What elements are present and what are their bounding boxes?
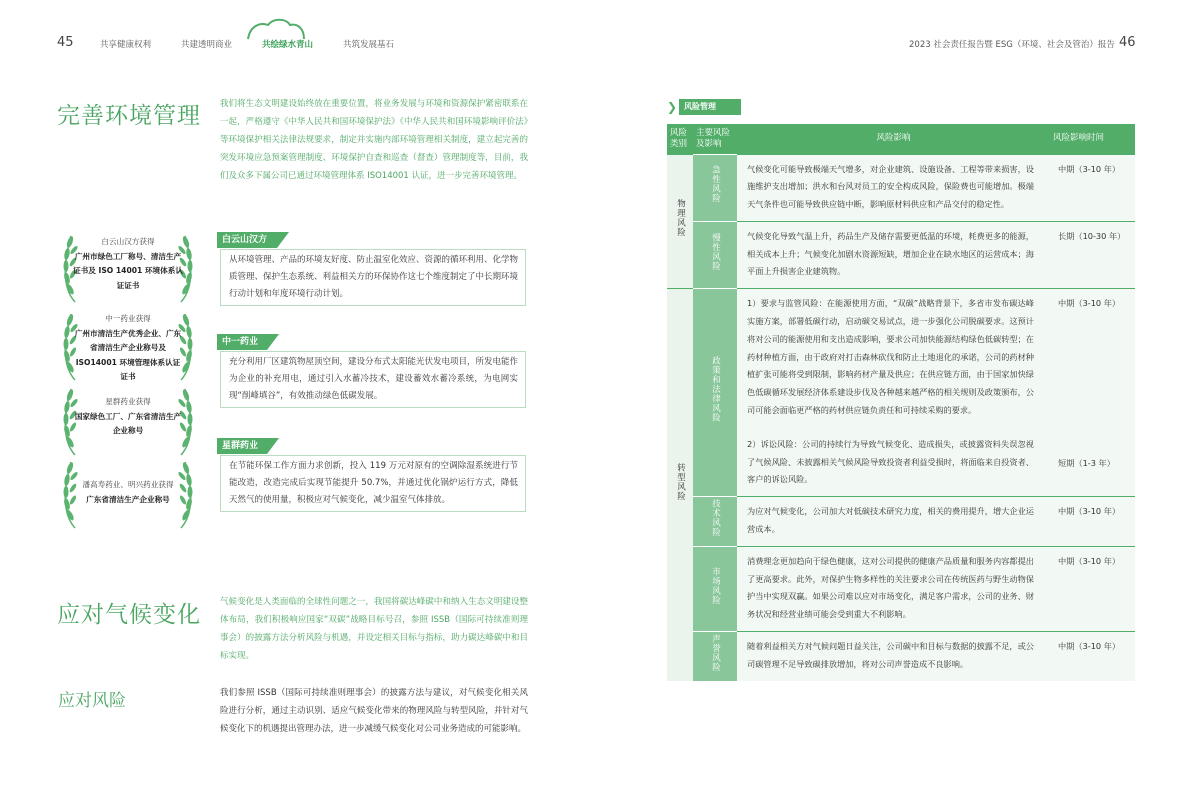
impact-cell (737, 546, 1050, 631)
case-tag: 白云山汉方 (217, 232, 277, 248)
climate-intro: 气候变化是人类面临的全球性问题之一，我国将碳达峰碳中和纳入生态文明建设整体布局，我们积极响应国家“双碳”战略目标号召，参照 ISSB（国际可持续准则理事会）的披露方法分析风险与机遇，并设定相关目标与指标，助力碳达峰碳中和目标实现。 (220, 597, 528, 661)
env-intro: 我们将生态文明建设始终放在重要位置，将业务发展与环境和资源保护紧密联系在一起，严格遵守《中华人民共和国环境保护法》《中华人民共和国环境影响评价法》等环境保护相关法律法规要求，制定并实施内部环境管理相关制度，建立起完善的突发环境应急预案管理制度、环境保护自查和巡查（督查）管理制度等，目前，我们及众多下属公司已通过环境管理体系 ISO14001 认证，进一步完善环境管理。 (220, 99, 528, 181)
nav-item-green[interactable]: 共绘绿水青山 (262, 40, 314, 50)
case-text: 在节能环保工作方面力求创新，投入 119 万元对原有的空调除湿系统进行节能改造，改造完成后实现节能提升 50.7%，并通过优化锅炉运行方式，降低天然气的使用量，积极应对气候变化，减少温室气体排放。 (220, 455, 526, 512)
table-header-row (667, 124, 1135, 154)
risk-mgmt-label: 风险管理 (679, 99, 741, 115)
table-row (667, 546, 1135, 631)
award-honor: 广州市绿色工厂称号、清洁生产证书及 ISO 14001 环境体系认证证书 (73, 251, 183, 290)
type-label: 技术风险 (710, 499, 721, 538)
header-category: 风险类别 (667, 124, 693, 154)
type-cell (693, 546, 737, 631)
impact-text: 气候变化导致气温上升，药品生产及储存需要更低温的环境，耗费更多的能源，相关成本上升；气候变化加剧水资源短缺，增加企业在缺水地区的运营成本；海平面上升损害企业建筑物。 (747, 230, 1034, 277)
impact-cell (737, 154, 1050, 221)
table-row (667, 221, 1135, 288)
period-text: 中期（3-10 年） (1058, 555, 1121, 566)
impact-text: 气候变化可能导致极端天气增多，对企业建筑、设施设备、工程等带来损害，设施维护支出增加；洪水和台风对员工的安全构成风险，保险费也可能增加。极端天气条件也可能导致供应链中断，影响原材料供应和产品交付的稳定性。 (747, 163, 1034, 210)
type-label: 急性风险 (710, 165, 721, 204)
period-cell (1050, 154, 1135, 221)
period-cell (1050, 497, 1135, 547)
type-cell (693, 497, 737, 547)
type-label: 声誉风险 (710, 633, 721, 672)
impact-cell (737, 289, 1050, 497)
type-cell (693, 154, 737, 221)
cloud-arch-icon (246, 18, 306, 40)
type-cell (693, 221, 737, 288)
award-item (58, 310, 198, 385)
impact-text: 随着利益相关方对气候问题日益关注，公司碳中和目标与数据的披露不足，或公司碳管理不足导致碳排放增加，将对公司声誉造成不良影响。 (747, 641, 1034, 669)
case-tag: 中一药业 (217, 334, 267, 350)
risk-table (667, 124, 1135, 681)
award-company: 中一药业获得 (105, 314, 151, 323)
period-text: 短期（1-3 年） (1058, 458, 1115, 469)
table-row (667, 154, 1135, 221)
period-text: 长期（10-30 年） (1058, 230, 1126, 241)
table-row (667, 632, 1135, 681)
impact-cell (737, 632, 1050, 681)
category-cell (667, 289, 693, 681)
nav-item-foundation[interactable]: 共筑发展基石 (343, 40, 395, 50)
award-item (58, 385, 198, 439)
category-label: 物理风险 (675, 198, 686, 237)
award-item (58, 458, 198, 507)
impact-text: 2）诉讼风险：公司的持续行为导致气候变化、造成损失，或披露资料失误忽视了气候风险、未披露相关气候风险导致投资者利益受损时，将面临来自投资者、客户的诉讼风险。 (747, 438, 1034, 485)
award-company: 潘高寿药业、明兴药业获得 (82, 480, 174, 489)
type-label: 市场风险 (710, 566, 721, 605)
report-title: 2023 社会责任报告暨 ESG（环境、社会及管治）报告 (909, 40, 1115, 50)
period-cell (1050, 546, 1135, 631)
type-cell (693, 289, 737, 497)
period-text: 中期（3-10 年） (1058, 506, 1121, 517)
impact-text: 消费理念更加趋向于绿色健康，这对公司提供的健康产品质量和服务内容都提出了更高要求。此外，对保护生物多样性的关注要求公司在传统医药与野生动物保护当中实现双赢。如果公司难以应对市场变化，满足客户需求，公司的业务、财务状况和经营业绩可能会受到重大不利影响。 (747, 555, 1034, 620)
table-row (667, 289, 1135, 497)
period-cell (1050, 632, 1135, 681)
period-text: 中期（3-10 年） (1058, 163, 1121, 174)
header-type: 主要风险及影响 (693, 124, 737, 154)
category-cell (667, 154, 693, 289)
period-cell (1050, 289, 1135, 497)
period-text: 中期（3-10 年） (1058, 298, 1121, 309)
impact-text: 为应对气候变化，公司加大对低碳技术研究力度，相关的费用提升，增大企业运营成本。 (747, 506, 1034, 535)
risk-intro: 我们参照 ISSB（国际可持续准则理事会）的披露方法与建议，对气候变化相关风险进行分析，通过主动识别、适应气候变化带来的物理风险与转型风险，并针对气候变化下的机遇提出管理办法，进一步减缓气候变化对公司业务造成的可能影响。 (220, 688, 528, 734)
case-text: 从环境管理、产品的环境友好度、防止温室化效应、资源的循环利用、化学物质管理、保护生态系统、利益相关方的环保协作这七个维度制定了中长期环境行动计划和年度环境行动计划。 (220, 249, 526, 306)
section-title-climate: 应对气候变化 (57, 602, 201, 628)
page-number-right: 46 (1119, 35, 1136, 50)
page-number-left: 45 (57, 35, 74, 50)
nav-item-business[interactable]: 共建透明商业 (181, 40, 233, 50)
case-text: 充分利用厂区建筑物屋顶空间，建设分布式太阳能光伏发电项目，所发电能作为企业的补充用电，通过引入水蓄冷技术，建设蓄效水蓄冷系统，为电网实现“削峰填谷”，有效推动绿色低碳发展。 (220, 351, 526, 408)
award-company: 星群药业获得 (105, 397, 151, 406)
table-row (667, 497, 1135, 547)
chevron-right-icon: ❯ (667, 100, 678, 114)
top-nav (100, 38, 424, 50)
risk-subtitle: 应对风险 (58, 691, 126, 711)
case-tag: 星群药业 (217, 438, 267, 454)
section-title-env: 完善环境管理 (57, 103, 201, 129)
header-impact: 风险影响 (737, 124, 1050, 154)
period-text: 中期（3-10 年） (1058, 641, 1121, 652)
risk-mgmt-tag (667, 99, 741, 115)
impact-text: 1）要求与监管风险：在能源使用方面，“双碳”战略背景下，多省市发布碳达峰实施方案，部署低碳行动，启动碳交易试点，进一步强化公司脱碳要求。这预计将对公司的能源使用和支出造成影响，要求公司加快能源结构绿色低碳转型；在药材种植方面，由于政府对打击森林砍伐和防止土地退化的承诺，公司的药材种植扩张可能将受到限制，影响药材产量及供应；在供应链方面，由于国家加快绿色低碳循环发展经济体系建设步伐及各种越来越严格的相关规则及政策颁布，公司可能会面临更严格的药材供应链负责任和可持续采购的要求。 (747, 298, 1034, 416)
award-company: 白云山汉方获得 (101, 237, 155, 246)
award-honor: 国家绿色工厂、广东省清洁生产企业称号 (74, 411, 182, 435)
type-cell (693, 632, 737, 681)
award-honor: 广东省清洁生产企业称号 (86, 494, 170, 504)
impact-cell (737, 221, 1050, 288)
type-label: 慢性风险 (710, 232, 721, 271)
award-honor: 广州市清洁生产优秀企业、广东省清洁生产企业称号及 ISO14001 环境管理体系认证证书 (74, 328, 182, 381)
impact-cell (737, 497, 1050, 547)
type-label: 政策和法律风险 (710, 356, 721, 423)
award-item (58, 232, 198, 293)
period-cell (1050, 221, 1135, 288)
category-label: 转型风险 (675, 462, 686, 501)
nav-item-health[interactable]: 共享健康权利 (100, 40, 152, 50)
header-period: 风险影响时间 (1050, 124, 1135, 154)
